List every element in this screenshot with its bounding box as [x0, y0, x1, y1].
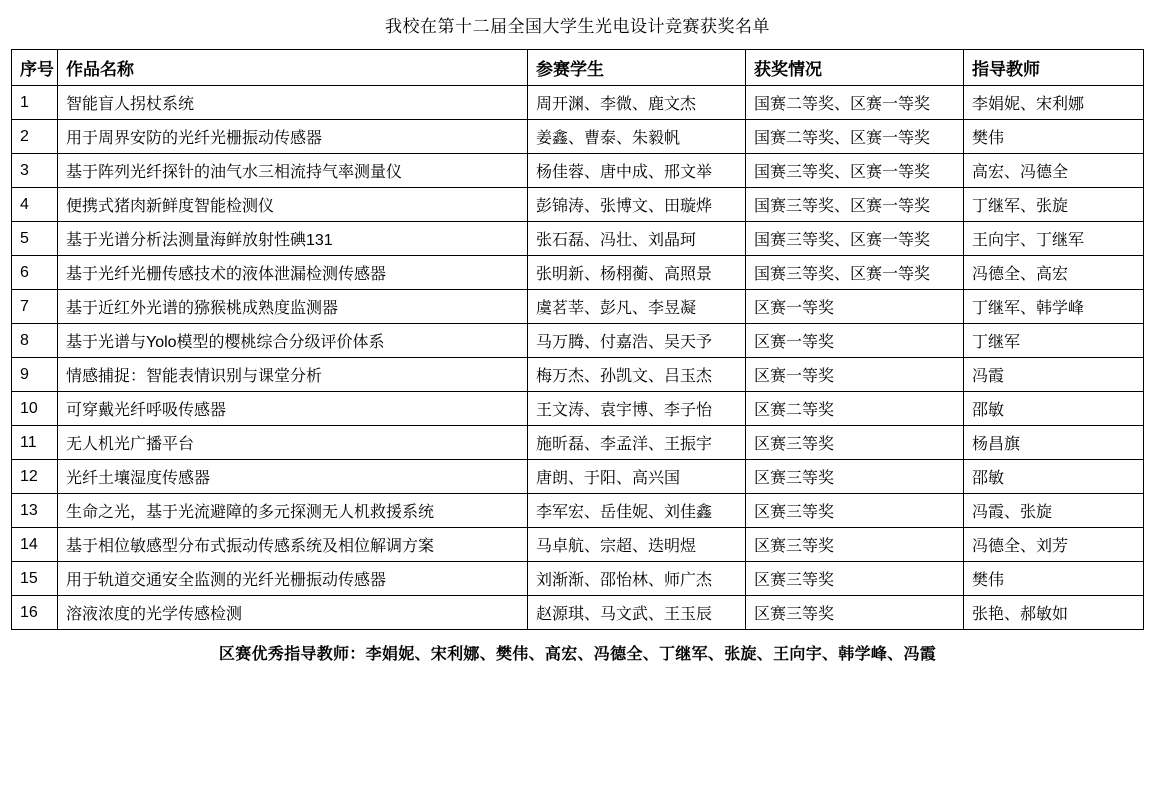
- table-row: [12, 460, 1144, 494]
- cell-students: 马万腾、付嘉浩、吴天予: [528, 324, 746, 358]
- cell-teachers: 丁继军、张旋: [964, 188, 1144, 222]
- cell-award: 区赛二等奖: [746, 392, 964, 426]
- cell-no: 7: [12, 290, 58, 324]
- column-header-students: 参赛学生: [528, 50, 746, 86]
- table-row: [12, 562, 1144, 596]
- cell-award: 区赛三等奖: [746, 596, 964, 630]
- table-row: [12, 290, 1144, 324]
- cell-name: 光纤土壤湿度传感器: [58, 460, 528, 494]
- table-row: [12, 528, 1144, 562]
- cell-no: 10: [12, 392, 58, 426]
- cell-no: 16: [12, 596, 58, 630]
- cell-name: 用于周界安防的光纤光栅振动传感器: [58, 120, 528, 154]
- table-header-row: [12, 50, 1144, 86]
- cell-award: 区赛三等奖: [746, 494, 964, 528]
- table-row: [12, 358, 1144, 392]
- cell-students: 杨佳蓉、唐中成、邢文举: [528, 154, 746, 188]
- cell-award: 国赛三等奖、区赛一等奖: [746, 154, 964, 188]
- cell-no: 15: [12, 562, 58, 596]
- cell-teachers: 冯霞、张旋: [964, 494, 1144, 528]
- cell-name: 可穿戴光纤呼吸传感器: [58, 392, 528, 426]
- cell-no: 11: [12, 426, 58, 460]
- cell-teachers: 王向宇、丁继军: [964, 222, 1144, 256]
- cell-name: 智能盲人拐杖系统: [58, 86, 528, 120]
- cell-no: 9: [12, 358, 58, 392]
- cell-teachers: 冯德全、高宏: [964, 256, 1144, 290]
- cell-teachers: 张艳、郝敏如: [964, 596, 1144, 630]
- cell-students: 周开渊、李微、鹿文杰: [528, 86, 746, 120]
- cell-no: 14: [12, 528, 58, 562]
- cell-name: 溶液浓度的光学传感检测: [58, 596, 528, 630]
- table-row: [12, 324, 1144, 358]
- table-row: [12, 596, 1144, 630]
- cell-students: 虞茗莘、彭凡、李昱凝: [528, 290, 746, 324]
- cell-award: 国赛二等奖、区赛一等奖: [746, 120, 964, 154]
- cell-no: 12: [12, 460, 58, 494]
- award-list-table: [11, 49, 1144, 630]
- table-row: [12, 120, 1144, 154]
- cell-no: 3: [12, 154, 58, 188]
- table-row: [12, 494, 1144, 528]
- cell-award: 区赛一等奖: [746, 358, 964, 392]
- cell-award: 区赛一等奖: [746, 324, 964, 358]
- cell-no: 4: [12, 188, 58, 222]
- cell-award: 国赛三等奖、区赛一等奖: [746, 256, 964, 290]
- cell-name: 情感捕捉：智能表情识别与课堂分析: [58, 358, 528, 392]
- cell-teachers: 李娟妮、宋利娜: [964, 86, 1144, 120]
- cell-teachers: 冯德全、刘芳: [964, 528, 1144, 562]
- cell-award: 区赛三等奖: [746, 562, 964, 596]
- table-row: [12, 154, 1144, 188]
- cell-name: 用于轨道交通安全监测的光纤光栅振动传感器: [58, 562, 528, 596]
- cell-teachers: 冯霞: [964, 358, 1144, 392]
- cell-students: 赵源琪、马文武、王玉辰: [528, 596, 746, 630]
- table-row: [12, 188, 1144, 222]
- column-header-name: 作品名称: [58, 50, 528, 86]
- cell-name: 基于光纤光栅传感技术的液体泄漏检测传感器: [58, 256, 528, 290]
- cell-award: 国赛二等奖、区赛一等奖: [746, 86, 964, 120]
- column-header-award: 获奖情况: [746, 50, 964, 86]
- cell-students: 王文涛、袁宇博、李子怡: [528, 392, 746, 426]
- cell-name: 基于近红外光谱的猕猴桃成熟度监测器: [58, 290, 528, 324]
- cell-name: 基于阵列光纤探针的油气水三相流持气率测量仪: [58, 154, 528, 188]
- cell-teachers: 丁继军、韩学峰: [964, 290, 1144, 324]
- cell-no: 8: [12, 324, 58, 358]
- cell-students: 张石磊、冯壮、刘晶珂: [528, 222, 746, 256]
- cell-teachers: 高宏、冯德全: [964, 154, 1144, 188]
- cell-teachers: 邵敏: [964, 460, 1144, 494]
- cell-award: 区赛三等奖: [746, 528, 964, 562]
- cell-award: 区赛三等奖: [746, 426, 964, 460]
- cell-no: 5: [12, 222, 58, 256]
- cell-name: 无人机光广播平台: [58, 426, 528, 460]
- table-row: [12, 256, 1144, 290]
- page-title: 我校在第十二届全国大学生光电设计竞赛获奖名单: [385, 17, 770, 36]
- cell-students: 张明新、杨栩蘅、高照景: [528, 256, 746, 290]
- cell-students: 梅万杰、孙凯文、吕玉杰: [528, 358, 746, 392]
- table-row: [12, 426, 1144, 460]
- cell-award: 国赛三等奖、区赛一等奖: [746, 222, 964, 256]
- cell-no: 6: [12, 256, 58, 290]
- cell-teachers: 丁继军: [964, 324, 1144, 358]
- column-header-no: 序号: [12, 50, 58, 86]
- cell-no: 13: [12, 494, 58, 528]
- column-header-teachers: 指导教师: [964, 50, 1144, 86]
- cell-teachers: 杨昌旗: [964, 426, 1144, 460]
- cell-no: 1: [12, 86, 58, 120]
- cell-teachers: 樊伟: [964, 562, 1144, 596]
- cell-students: 姜鑫、曹泰、朱毅帆: [528, 120, 746, 154]
- cell-no: 2: [12, 120, 58, 154]
- cell-award: 国赛三等奖、区赛一等奖: [746, 188, 964, 222]
- cell-students: 施昕磊、李孟洋、王振宇: [528, 426, 746, 460]
- footer-note: 区赛优秀指导教师：李娟妮、宋利娜、樊伟、高宏、冯德全、丁继军、张旋、王向宇、韩学峰、冯霞: [218, 646, 937, 663]
- cell-students: 唐朗、于阳、高兴国: [528, 460, 746, 494]
- cell-students: 李军宏、岳佳妮、刘佳鑫: [528, 494, 746, 528]
- cell-award: 区赛一等奖: [746, 290, 964, 324]
- cell-students: 刘渐渐、邵怡林、师广杰: [528, 562, 746, 596]
- table-row: [12, 86, 1144, 120]
- cell-name: 便携式猪肉新鲜度智能检测仪: [58, 188, 528, 222]
- cell-name: 基于光谱与Yolo模型的樱桃综合分级评价体系: [58, 324, 528, 358]
- cell-name: 生命之光，基于光流避障的多元探测无人机救援系统: [58, 494, 528, 528]
- cell-students: 马卓航、宗超、迭明煜: [528, 528, 746, 562]
- table-row: [12, 222, 1144, 256]
- cell-teachers: 樊伟: [964, 120, 1144, 154]
- cell-name: 基于相位敏感型分布式振动传感系统及相位解调方案: [58, 528, 528, 562]
- cell-students: 彭锦涛、张博文、田璇烨: [528, 188, 746, 222]
- cell-award: 区赛三等奖: [746, 460, 964, 494]
- cell-name: 基于光谱分析法测量海鲜放射性碘131: [58, 222, 528, 256]
- table-row: [12, 392, 1144, 426]
- cell-teachers: 邵敏: [964, 392, 1144, 426]
